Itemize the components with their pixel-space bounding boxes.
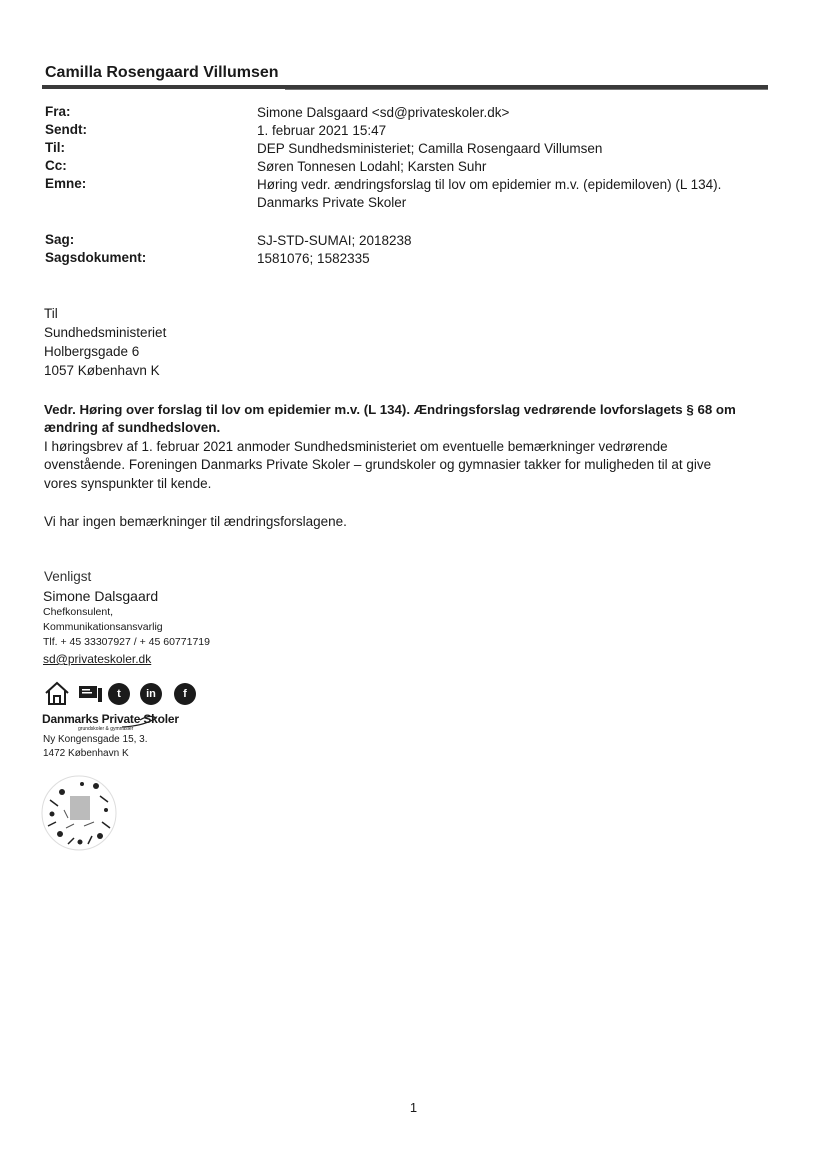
facebook-icon[interactable]: f xyxy=(174,683,196,705)
page-number: 1 xyxy=(409,1100,418,1115)
subject-value-line2: Danmarks Private Skoler xyxy=(257,195,407,210)
signature-name: Simone Dalsgaard xyxy=(43,588,159,604)
signature-phone: Tlf. + 45 33307927 / + 45 60771719 xyxy=(43,636,210,648)
org-address: Ny Kongensgade 15, 3. xyxy=(43,734,148,745)
org-address: 1472 København K xyxy=(43,748,129,759)
sent-label: Sendt: xyxy=(45,122,87,137)
case-document-value: 1581076; 1582335 xyxy=(257,251,370,266)
from-label: Fra: xyxy=(45,104,71,119)
body-paragraph-line: vores synspunkter til kende. xyxy=(44,476,212,491)
org-logo-swoosh xyxy=(120,712,160,730)
letter-subject-line2: ændring af sundhedsloven. xyxy=(44,420,221,435)
sent-value: 1. februar 2021 15:47 xyxy=(257,123,387,138)
emblem-image xyxy=(38,772,120,854)
newsletter-icon[interactable] xyxy=(78,684,104,704)
signature-greeting: Venligst xyxy=(44,569,92,584)
header-rule-thin xyxy=(285,89,768,90)
owner-name: Camilla Rosengaard Villumsen xyxy=(45,64,279,81)
recipient-line: Sundhedsministeriet xyxy=(44,325,167,340)
body-statement: Vi har ingen bemærkninger til ændringsforslagene. xyxy=(44,514,347,529)
to-label: Til: xyxy=(45,140,65,155)
twitter-icon[interactable]: t xyxy=(108,683,130,705)
to-value: DEP Sundhedsministeriet; Camilla Rosengaard Villumsen xyxy=(257,141,603,156)
cc-value: Søren Tonnesen Lodahl; Karsten Suhr xyxy=(257,159,487,174)
linkedin-icon[interactable]: in xyxy=(140,683,162,705)
subject-value: Høring vedr. ændringsforslag til lov om epidemier m.v. (epidemiloven) (L 134). xyxy=(257,177,722,192)
case-label: Sag: xyxy=(45,232,75,247)
case-document-label: Sagsdokument: xyxy=(45,250,147,265)
subject-label: Emne: xyxy=(45,176,87,191)
recipient-line: 1057 København K xyxy=(44,363,160,378)
signature-title: Kommunikationsansvarlig xyxy=(43,621,163,633)
signature-email-link[interactable]: sd@privateskoler.dk xyxy=(43,652,152,666)
cc-label: Cc: xyxy=(45,158,67,173)
case-value: SJ-STD-SUMAI; 2018238 xyxy=(257,233,412,248)
letter-subject: Vedr. Høring over forslag til lov om epidemier m.v. (L 134). Ændringsforslag vedrørende lovforslagets § 68 om xyxy=(44,402,736,417)
body-paragraph-line: I høringsbrev af 1. februar 2021 anmoder Sundhedsministeriet om eventuelle bemærkninger vedrørende xyxy=(44,439,668,454)
org-logo-name: Danmarks Private Skoler xyxy=(42,712,179,726)
from-value: Simone Dalsgaard <sd@privateskoler.dk> xyxy=(257,105,510,120)
org-logo-tagline: grundskoler & gymnasier xyxy=(78,726,134,732)
recipient-line: Holbergsgade 6 xyxy=(44,344,140,359)
body-paragraph-line: ovenstående. Foreningen Danmarks Private Skoler – grundskoler og gymnasier takker for muligheden til at give xyxy=(44,457,712,472)
home-icon[interactable] xyxy=(43,680,71,706)
recipient-line: Til xyxy=(44,306,58,321)
signature-title: Chefkonsulent, xyxy=(43,606,114,618)
